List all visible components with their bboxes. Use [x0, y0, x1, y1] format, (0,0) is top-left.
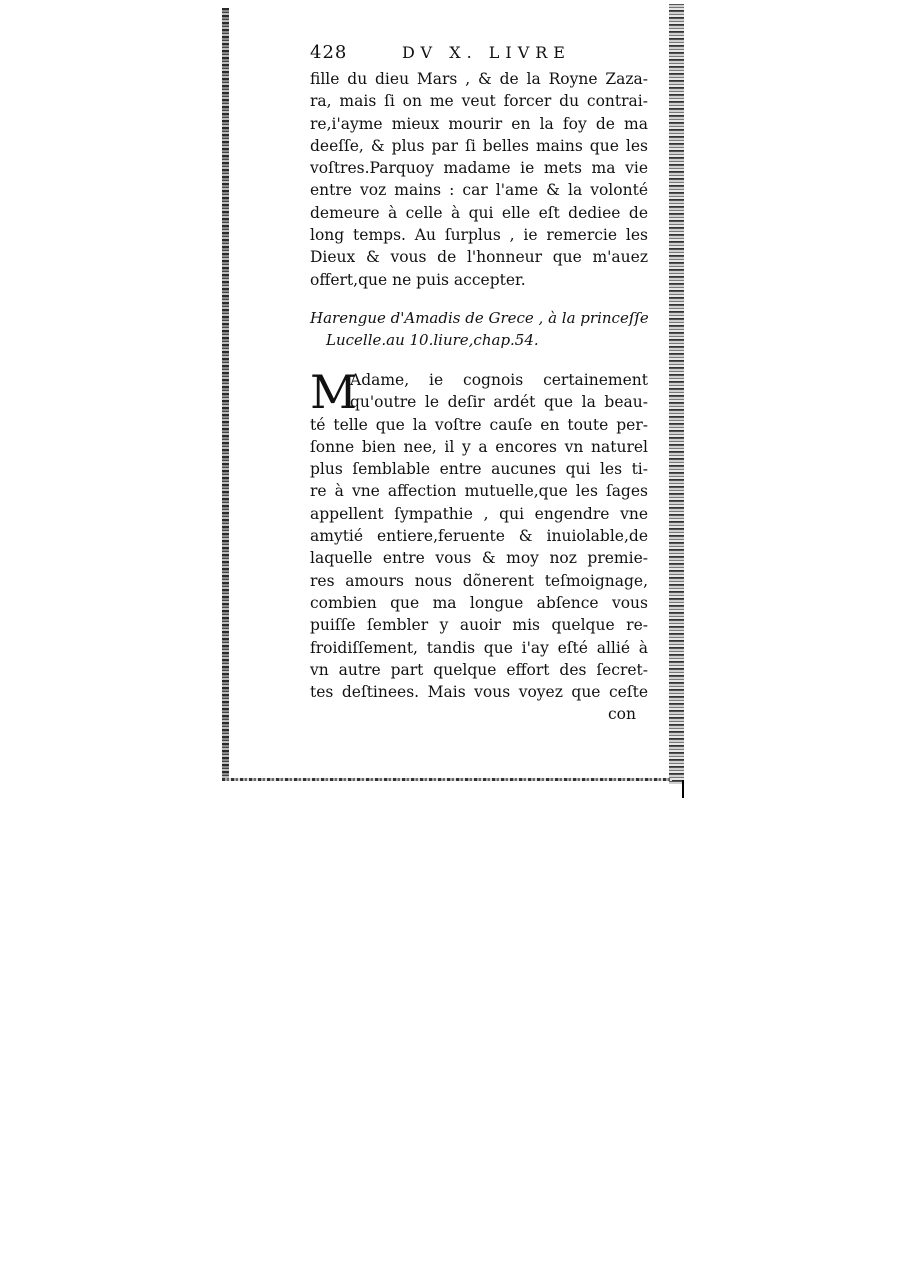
text-line: res amours nous dõnerent teſmoignage, — [310, 571, 648, 590]
text-line: combien que ma longue abſence vous — [310, 593, 648, 612]
text-line: fille du dieu Mars , & de la Royne Zaza- — [310, 70, 648, 88]
heading-line: Lucelle.au 10.liure,chap.54. — [326, 330, 539, 349]
heading-line: Harengue d'Amadis de Grece , à la princeſſe — [310, 308, 649, 327]
text-line: ſonne bien nee, il y a encores vn naturel — [310, 437, 648, 456]
text-line: Adame, ie cognois certainement — [350, 370, 648, 389]
text-line: amytié entiere,feruente & inuiolable,de — [310, 527, 648, 546]
text-line: qu'outre le deſir ardét que la beau- — [350, 393, 648, 412]
text-line: deeſſe, & plus par ſi belles mains que les — [310, 136, 648, 155]
text-line: puiſſe ſembler y auoir mis quelque re- — [310, 616, 648, 635]
text-line: plus ſemblable entre aucunes qui les ti- — [310, 460, 648, 479]
text-line: té telle que la voſtre cauſe en toute per- — [310, 415, 648, 434]
catchword: con — [608, 705, 636, 724]
page-edge-bottom — [222, 778, 672, 781]
drop-capital: M — [310, 364, 358, 419]
page-text — [310, 42, 648, 725]
text-line: re à vne affection mutuelle,que les ſages — [310, 482, 648, 501]
page-edge-right — [669, 4, 684, 784]
running-head — [310, 42, 648, 68]
text-line: appellent ſympathie , qui engendre vne — [310, 504, 648, 523]
text-line: Dieux & vous de l'honneur que m'auez — [310, 248, 648, 267]
text-line: tes deſtinees. Mais vous voyez que ceſte — [310, 683, 648, 702]
text-line: entre voz mains : car l'ame & la volonté — [310, 181, 648, 200]
text-line: laquelle entre vous & moy noz premie- — [310, 549, 648, 568]
harangue-paragraph — [310, 364, 648, 703]
text-line: re,i'ayme mieux mourir en la foy de ma — [310, 114, 648, 133]
paragraph-continuation — [310, 68, 648, 291]
text-line: froidiſſement, tandis que i'ay eſté allié à — [310, 638, 648, 657]
page-edge-left — [222, 8, 229, 780]
page-edge-right-tail — [682, 780, 684, 798]
text-line: long temps. Au ſurplus , ie remercie les — [310, 226, 648, 245]
text-line: demeure à celle à qui elle eſt dediee de — [310, 203, 648, 222]
text-line: vn autre part quelque effort des ſecret- — [310, 660, 648, 679]
text-line: ra, mais ſi on me veut forcer du contrai- — [310, 92, 648, 111]
text-line: voſtres.Parquoy madame ie mets ma vie — [310, 159, 648, 178]
section-heading — [310, 307, 648, 351]
text-line: offert,que ne puis accepter. — [310, 270, 526, 289]
running-title: DV X. LIVRE — [402, 43, 571, 62]
page-number: 428 — [310, 42, 348, 63]
